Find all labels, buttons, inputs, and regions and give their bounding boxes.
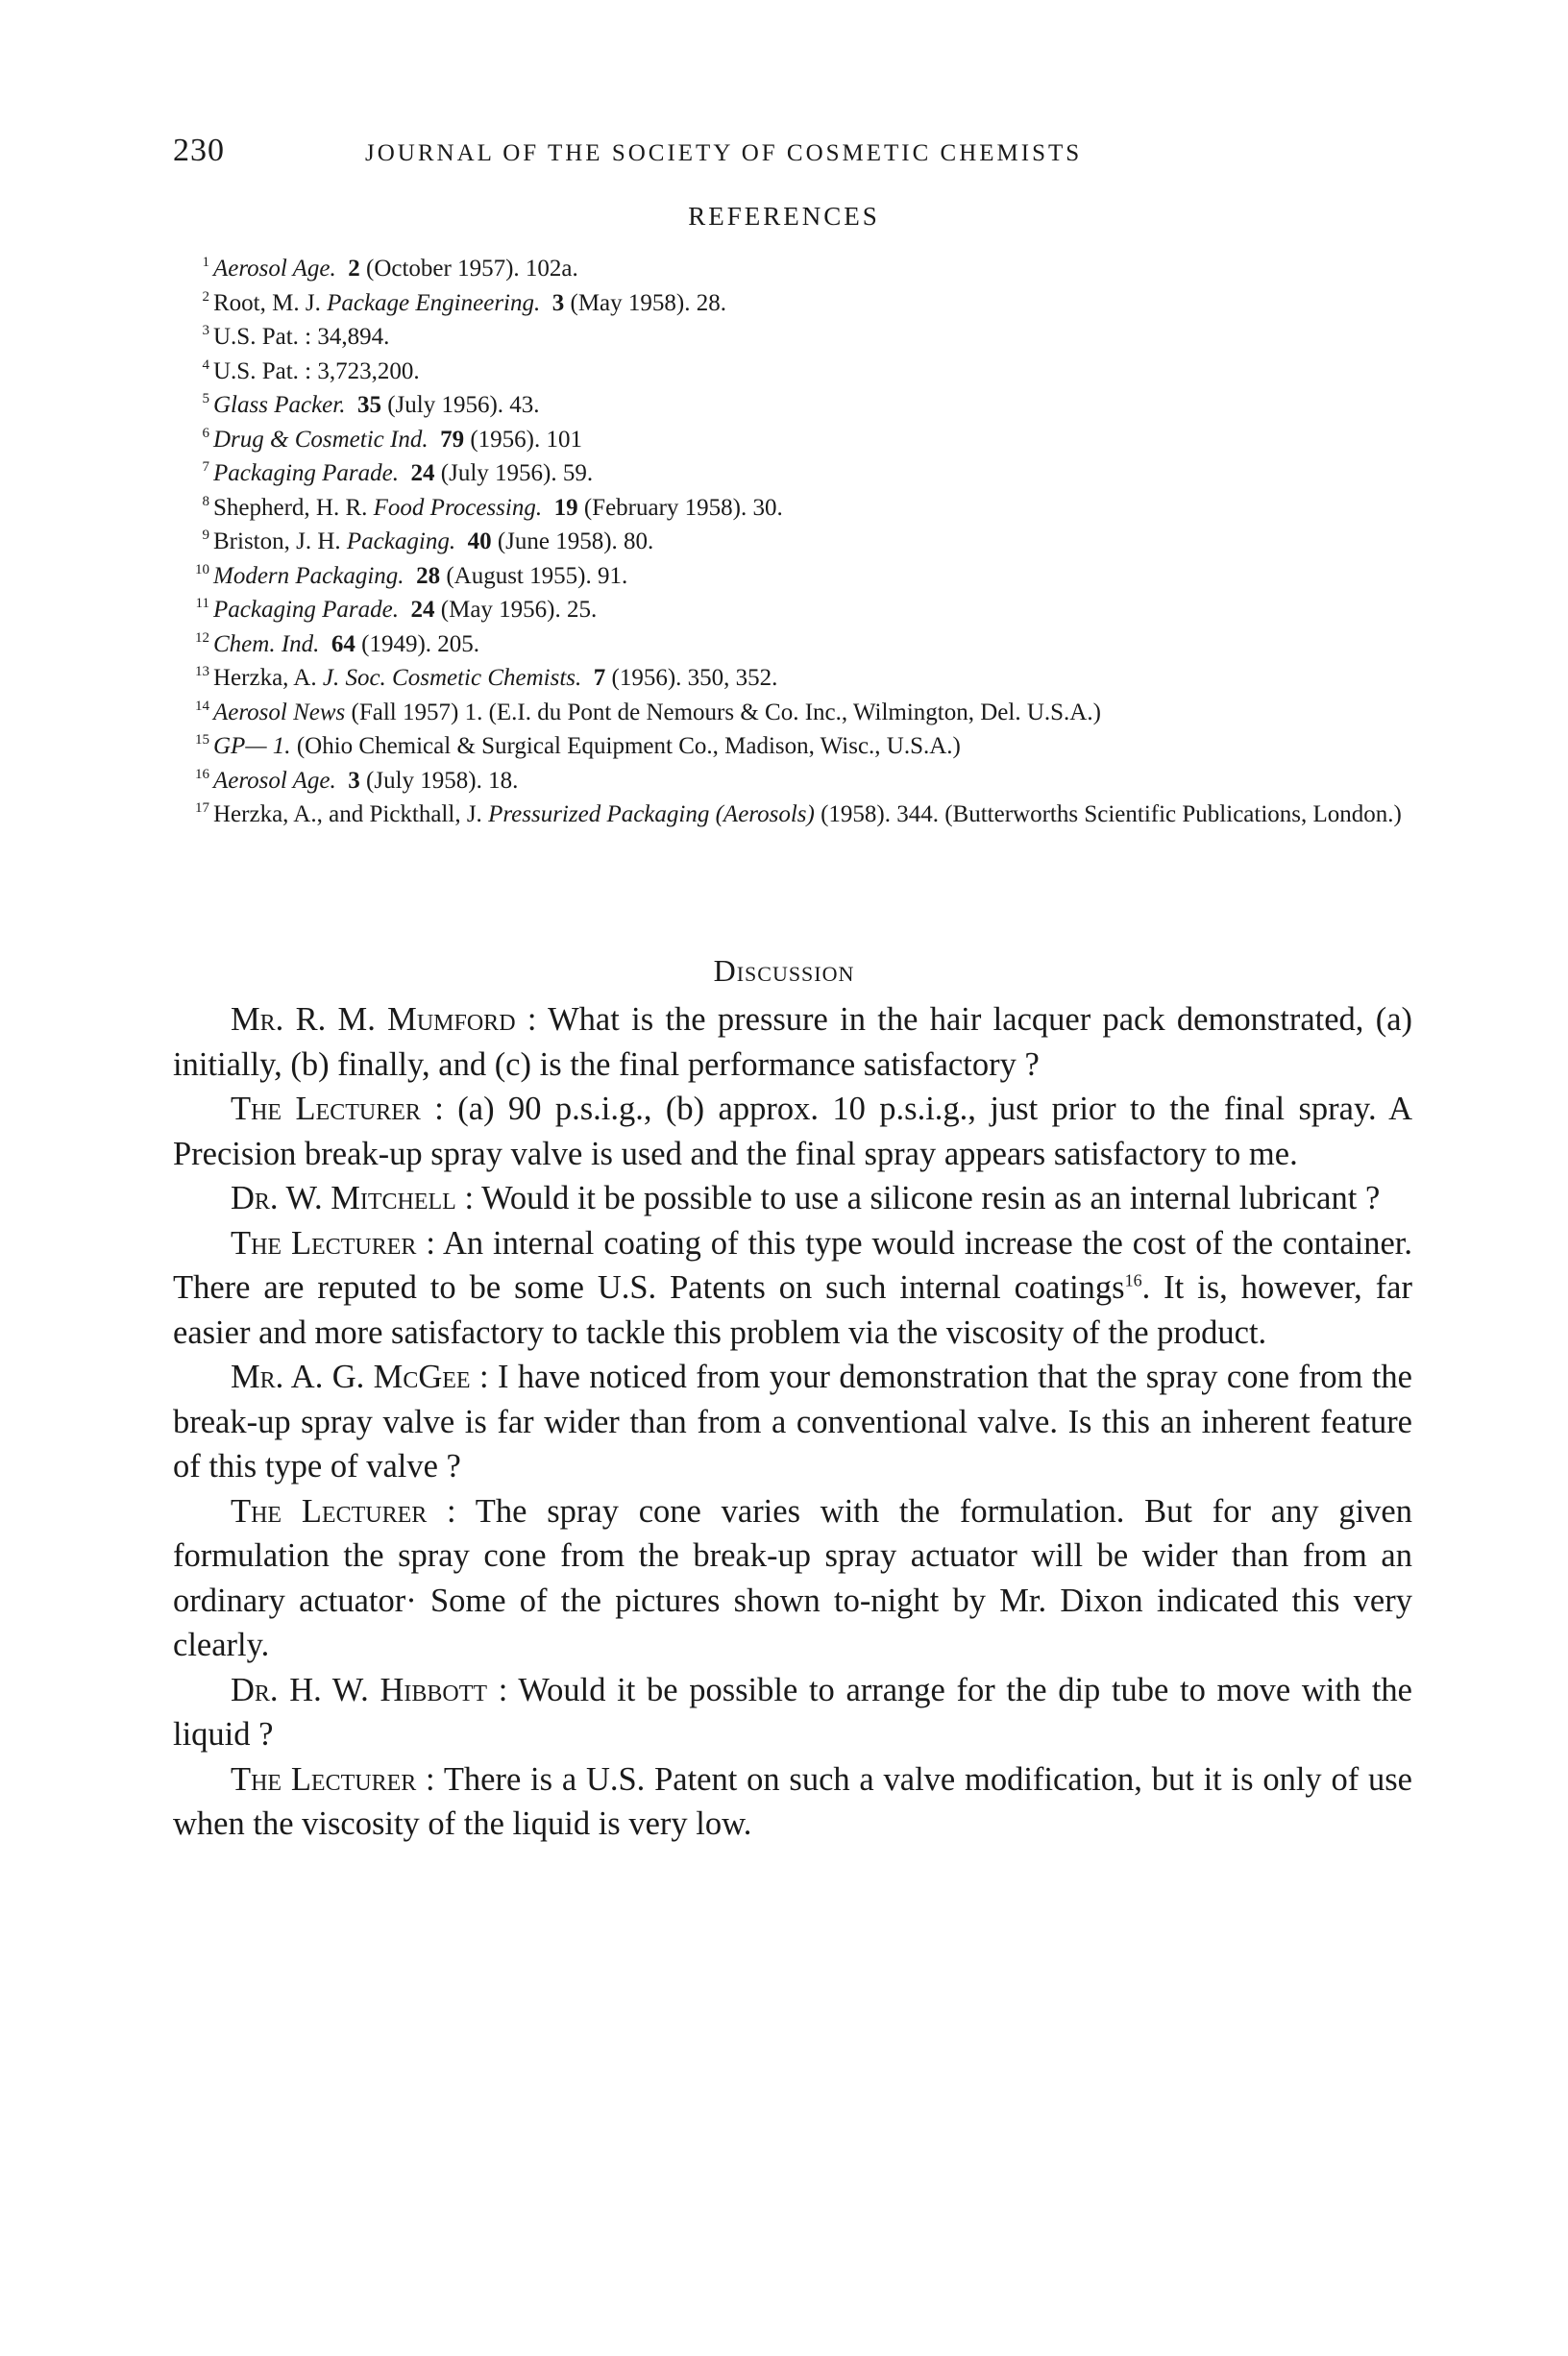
discussion-body xyxy=(173,997,1412,1847)
reference-item: 10 Modern Packaging. 28 (August 1955). 91. xyxy=(173,559,1412,594)
speaker-name: Mr. R. M. Mumford : xyxy=(231,1001,537,1038)
discussion-paragraph: The Lecturer : The spray cone varies with the formulation. But for any given formulation the spray cone from the break-up spray actuator will be wider than from an ordinary actuator· Some of the pictures shown to-night by Mr. Dixon indicated this very clearly. xyxy=(173,1492,1412,1663)
citation-superscript: 16 xyxy=(1124,1270,1142,1290)
reference-number: 9 xyxy=(202,528,209,543)
reference-item: 15 GP— 1. (Ohio Chemical & Surgical Equipment Co., Madison, Wisc., U.S.A.) xyxy=(173,729,1412,764)
reference-item: 17 Herzka, A., and Pickthall, J. Pressurized Packaging (Aerosols) (1958). 344. (Butterworths Scientific Publications, London.) xyxy=(173,798,1412,832)
discussion-paragraph: Dr. H. W. Hibbott : Would it be possible to arrange for the dip tube to move with the liquid ? xyxy=(173,1671,1412,1753)
reference-item: 3 U.S. Pat. : 34,894. xyxy=(173,320,1412,355)
discussion-paragraph: The Lecturer : (a) 90 p.s.i.g., (b) approx. 10 p.s.i.g., just prior to the final spray. A Precision break-up spray valve is used and the final spray appears satisfactory to me. xyxy=(173,1091,1412,1172)
reference-number: 4 xyxy=(202,356,209,373)
discussion-paragraph: The Lecturer : There is a U.S. Patent on such a valve modification, but it is only of use when the viscosity of the liquid is very low. xyxy=(173,1760,1412,1842)
reference-item: 16 Aerosol Age. 3 (July 1958). 18. xyxy=(173,764,1412,798)
running-header xyxy=(173,133,1412,171)
page-number: 230 xyxy=(173,133,225,168)
reference-number: 8 xyxy=(202,493,209,509)
reference-number: 15 xyxy=(195,732,209,748)
reference-number: 7 xyxy=(202,459,209,475)
reference-item: 9 Briston, J. H. Packaging. 40 (June 1958). 80. xyxy=(173,525,1412,559)
reference-item: 4 U.S. Pat. : 3,723,200. xyxy=(173,355,1412,389)
reference-item: 8 Shepherd, H. R. Food Processing. 19 (February 1958). 30. xyxy=(173,491,1412,526)
speaker-name: Dr. W. Mitchell : xyxy=(231,1180,475,1216)
discussion-paragraph: Dr. W. Mitchell : Would it be possible to use a silicone resin as an internal lubricant ? xyxy=(231,1180,1381,1216)
discussion-heading: Discussion xyxy=(713,953,855,988)
reference-number: 13 xyxy=(195,664,209,679)
reference-number: 14 xyxy=(195,698,209,714)
reference-number: 17 xyxy=(195,800,209,816)
reference-item: 6 Drug & Cosmetic Ind. 79 (1956). 101 xyxy=(173,423,1412,457)
reference-item: 2 Root, M. J. Package Engineering. 3 (May 1958). 28. xyxy=(173,286,1412,321)
reference-number: 12 xyxy=(195,629,209,646)
reference-number: 3 xyxy=(202,323,209,338)
reference-item: 13 Herzka, A. J. Soc. Cosmetic Chemists. 7 (1956). 350, 352. xyxy=(173,661,1412,696)
reference-item: 11 Packaging Parade. 24 (May 1956). 25. xyxy=(173,593,1412,627)
discussion-paragraph: Mr. R. M. Mumford : What is the pressure in the hair lacquer pack demonstrated, (a) initially, (b) finally, and (c) is the final performance satisfactory ? xyxy=(173,1001,1412,1083)
reference-item: 7 Packaging Parade. 24 (July 1956). 59. xyxy=(173,456,1412,491)
reference-number: 5 xyxy=(202,391,209,406)
reference-number: 6 xyxy=(202,425,209,441)
discussion-paragraph: Mr. A. G. McGee : I have noticed from your demonstration that the spray cone from the break-up spray valve is far wider than from a conventional valve. Is this an inherent feature of this type of valve ? xyxy=(173,1359,1412,1485)
reference-number: 11 xyxy=(195,596,209,611)
speaker-name: The Lecturer : xyxy=(231,1224,435,1262)
speaker-name: Mr. A. G. McGee : xyxy=(231,1359,489,1395)
speaker-name: The Lecturer : xyxy=(231,1492,456,1530)
reference-number: 1 xyxy=(202,255,209,270)
reference-number: 10 xyxy=(195,561,209,577)
reference-item: 1 Aerosol Age. 2 (October 1957). 102a. xyxy=(173,252,1412,286)
speaker-name: The Lecturer : xyxy=(231,1091,444,1127)
discussion-paragraph: The Lecturer : An internal coating of this type would increase the cost of the container. There are reputed to be some U.S. Patents on such internal coatings$^{16}$. It is, however, far easier and more satisfactory to tackle this problem via the viscosity of the product. xyxy=(173,1224,1412,1351)
references-heading: REFERENCES xyxy=(688,202,880,231)
references-list xyxy=(173,252,1412,832)
speaker-name: Dr. H. W. Hibbott : xyxy=(231,1671,508,1708)
reference-item: 5 Glass Packer. 35 (July 1956). 43. xyxy=(173,388,1412,423)
speaker-name: The Lecturer : xyxy=(231,1760,435,1798)
reference-number: 2 xyxy=(202,288,209,305)
reference-item: 12 Chem. Ind. 64 (1949). 205. xyxy=(173,627,1412,662)
reference-number: 16 xyxy=(195,766,209,782)
reference-item: 14 Aerosol News (Fall 1957) 1. (E.I. du Pont de Nemours & Co. Inc., Wilmington, Del. U.S.A.) xyxy=(173,696,1412,730)
journal-title: JOURNAL OF THE SOCIETY OF COSMETIC CHEMISTS xyxy=(365,140,1083,166)
